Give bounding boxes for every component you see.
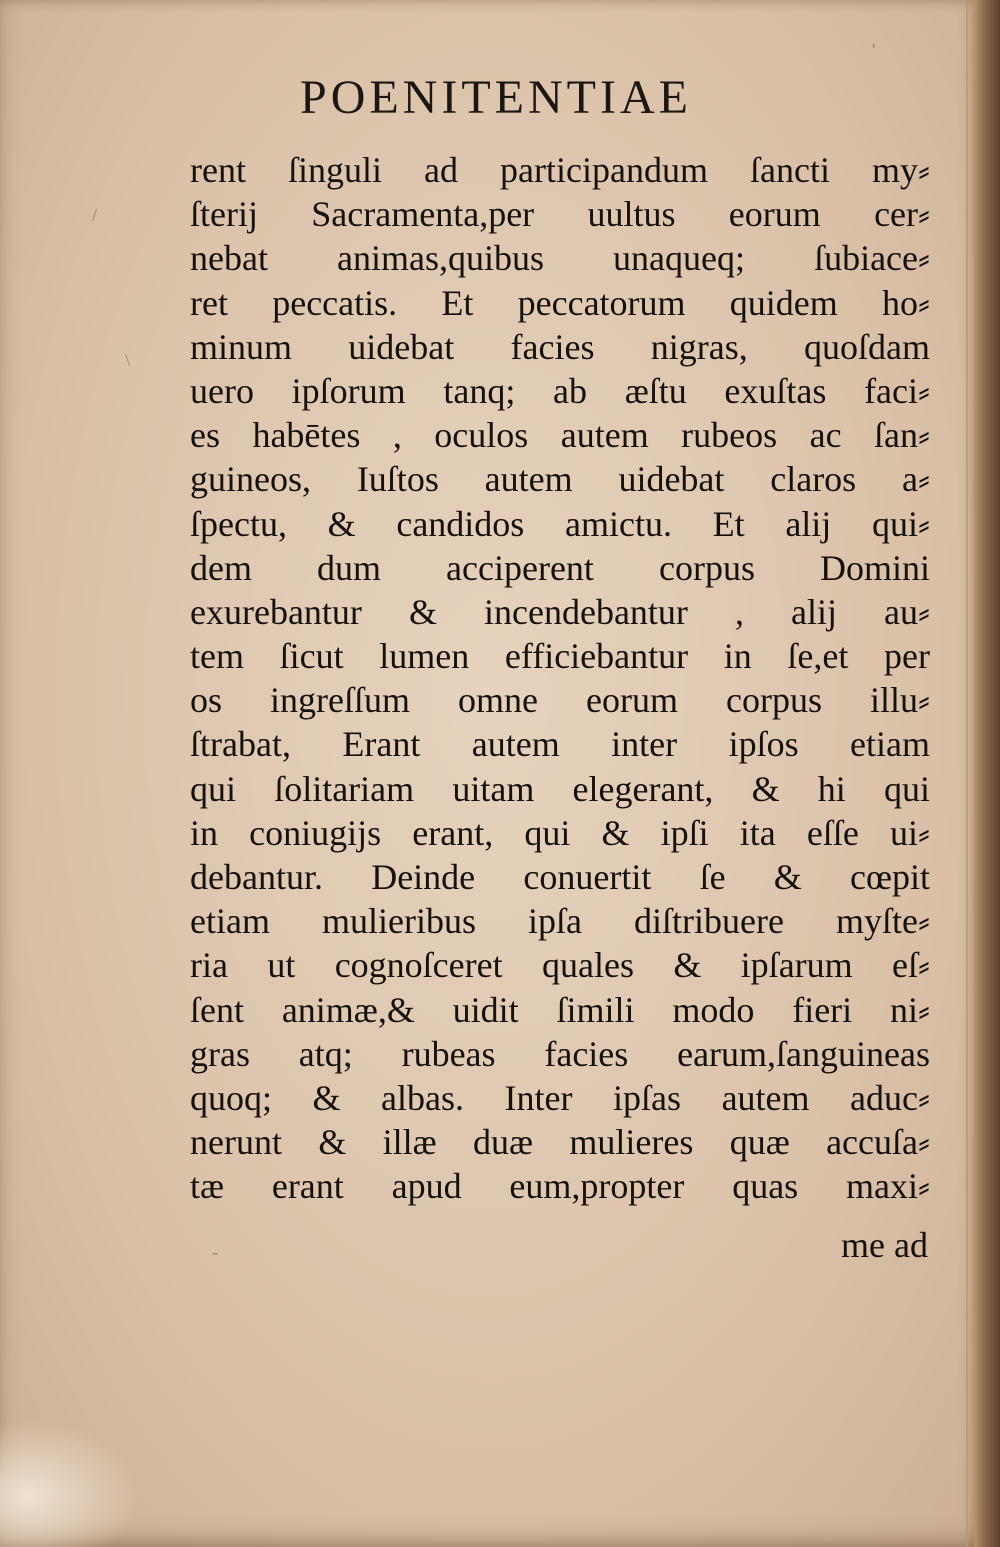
text-line: nerunt & illæ duæ mulieres quæ accuſa⸗ (190, 1122, 930, 1163)
text-block (190, 148, 930, 1209)
text-line: es habētes , oculos autem rubeos ac ſan⸗ (190, 415, 930, 456)
catchword: me ad (841, 1225, 928, 1265)
text-line: tem ſicut lumen efficiebantur in ſe,et per (190, 636, 930, 677)
text-line: etiam mulieribus ipſa diſtribuere myſte⸗ (190, 901, 930, 942)
text-line: nebat animas,quibus unaqueq; ſubiace⸗ (190, 238, 930, 279)
text-line: ſterij Sacramenta,per uultus eorum cer⸗ (190, 194, 930, 235)
text-line: guineos, Iuſtos autem uidebat claros a⸗ (190, 459, 930, 500)
text-line: dem dum acciperent corpus Domini (190, 547, 930, 588)
running-head: POENITENTIAE (300, 71, 692, 124)
text-line: ria ut cognoſceret quales & ipſarum eſ⸗ (190, 945, 930, 986)
text-line: ſent animæ,& uidit ſimili modo fieri ni⸗ (190, 989, 930, 1030)
text-line: quoq; & albas. Inter ipſas autem aduc⸗ (190, 1077, 930, 1118)
text-line: tæ erant apud eum,propter quas maxi⸗ (190, 1166, 930, 1207)
text-line: exurebantur & incendebantur , alij au⸗ (190, 591, 930, 632)
text-line: ſpectu, & candidos amictu. Et alij qui⸗ (190, 503, 930, 544)
text-line: debantur. Deinde conuertit ſe & cœpit (190, 857, 930, 897)
text-line: gras atq; rubeas facies earum,ſanguineas (190, 1033, 930, 1074)
page-speck: ' (872, 40, 876, 60)
page-edge-shadow (966, 0, 968, 1547)
text-line: ret peccatis. Et peccatorum quidem ho⸗ (190, 282, 930, 323)
page-speck: \ (125, 350, 131, 370)
text-line: uero ipſorum tanq; ab æſtu exuſtas faci⸗ (190, 370, 930, 411)
book-spine-edge (974, 0, 1000, 1547)
text-line: in coniugijs erant, qui & ipſi ita eſſe ui⸗ (190, 812, 930, 853)
page-speck: - (212, 1242, 218, 1262)
page-speck: / (92, 205, 98, 225)
text-line: qui ſolitariam uitam elegerant, & hi qui (190, 768, 930, 809)
text-line: ſtrabat, Erant autem inter ipſos etiam (190, 724, 930, 765)
text-line: os ingreſſum omne eorum corpus illu⸗ (190, 680, 930, 721)
text-line: minum uidebat facies nigras, quoſdam (190, 326, 930, 367)
paper-wear (0, 1420, 140, 1547)
text-line: rent ſinguli ad participandum ſancti my⸗ (190, 150, 930, 190)
